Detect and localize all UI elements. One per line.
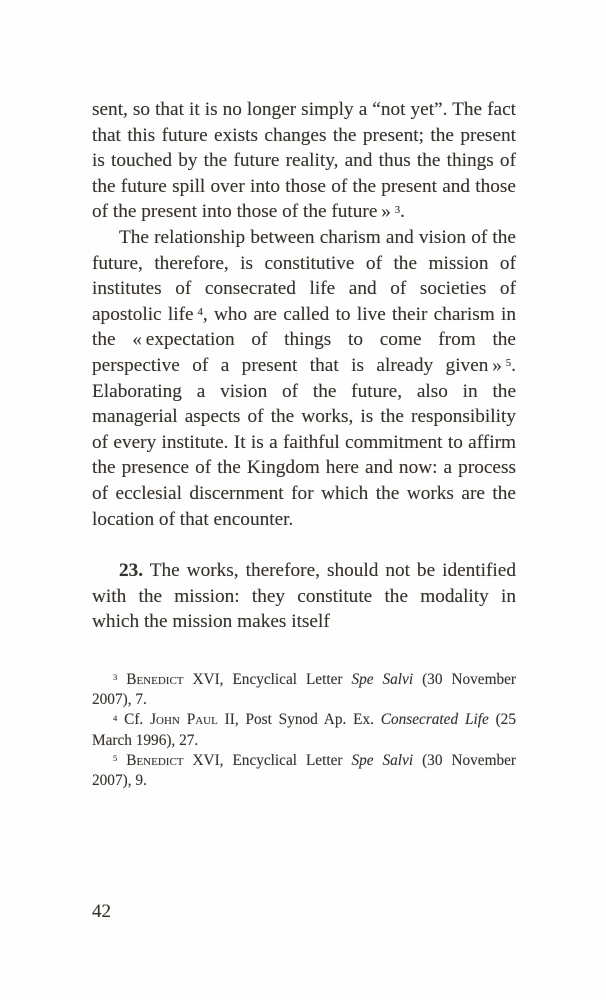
text-run: . Elaborating a vision of the future, also in the managerial aspects of the works, is the responsibility of every institute. It is a faithful commitment to affirm the presence of the Kingdom here and now: a process of ecclesial discernment for which the works are the location of that encounter. (92, 354, 521, 530)
text-run (117, 671, 126, 688)
text-run: XVI, Encyclical Letter (183, 670, 352, 688)
text-run: (30 November 2007), 7. (92, 670, 520, 709)
text-run: XVI, Encyclical Letter (183, 752, 352, 770)
text-run: Spe Salvi (351, 670, 414, 688)
text-run: (30 November 2007), 9. (92, 752, 520, 790)
text-run: II, Post Synod Ap. Ex. (217, 711, 381, 729)
text-run: The relationship between charism and vision of the future, therefore, is constitutive of the mission of institutes of consecrated life and of societies of apostolic life (92, 226, 521, 325)
footnote-marker: 4 (197, 305, 203, 318)
text-run: Benedict (126, 670, 184, 688)
text-run: , who are called to live their charism in the « expectation of things to come from the perspective of a present that is already given » (92, 303, 521, 376)
footnote-3 (92, 670, 520, 711)
text-run: Spe Salvi (351, 752, 414, 770)
footnote-marker: 3 (113, 672, 118, 683)
footnote-marker: 5 (113, 753, 118, 764)
text-run (117, 752, 126, 769)
text-run: Cf. (117, 711, 151, 729)
text-run: Consecrated Life (380, 711, 489, 729)
text-run: John Paul (150, 711, 218, 729)
page-number: 42 (92, 901, 111, 922)
footnote-4 (92, 710, 520, 751)
text-block (92, 97, 521, 792)
text-run: sent, so that it is no longer simply a “not yet”. The fact that this future exists changes the present; the present is touched by the future reality, and thus the things of the future spill over into those of the present and those of the present into those of the future » (92, 99, 521, 223)
text-run: The works, therefore, should not be identified with the mission: they constitute the modality in which the mission makes itself (92, 560, 521, 633)
footnote-5 (92, 751, 520, 792)
footnotes-section (92, 670, 520, 792)
footnote-marker: 5 (505, 357, 512, 370)
body-paragraph-section-23 (92, 558, 521, 635)
body-paragraph-charism-vision (92, 225, 521, 532)
text-run: 23. (119, 560, 144, 582)
text-run: (25 March 1996), 27. (92, 711, 520, 749)
text-run: Benedict (126, 752, 184, 770)
text-run: . (400, 201, 405, 223)
footnote-marker: 3 (394, 203, 401, 216)
body-paragraph-continuation (92, 97, 521, 225)
footnote-marker: 4 (113, 712, 118, 723)
